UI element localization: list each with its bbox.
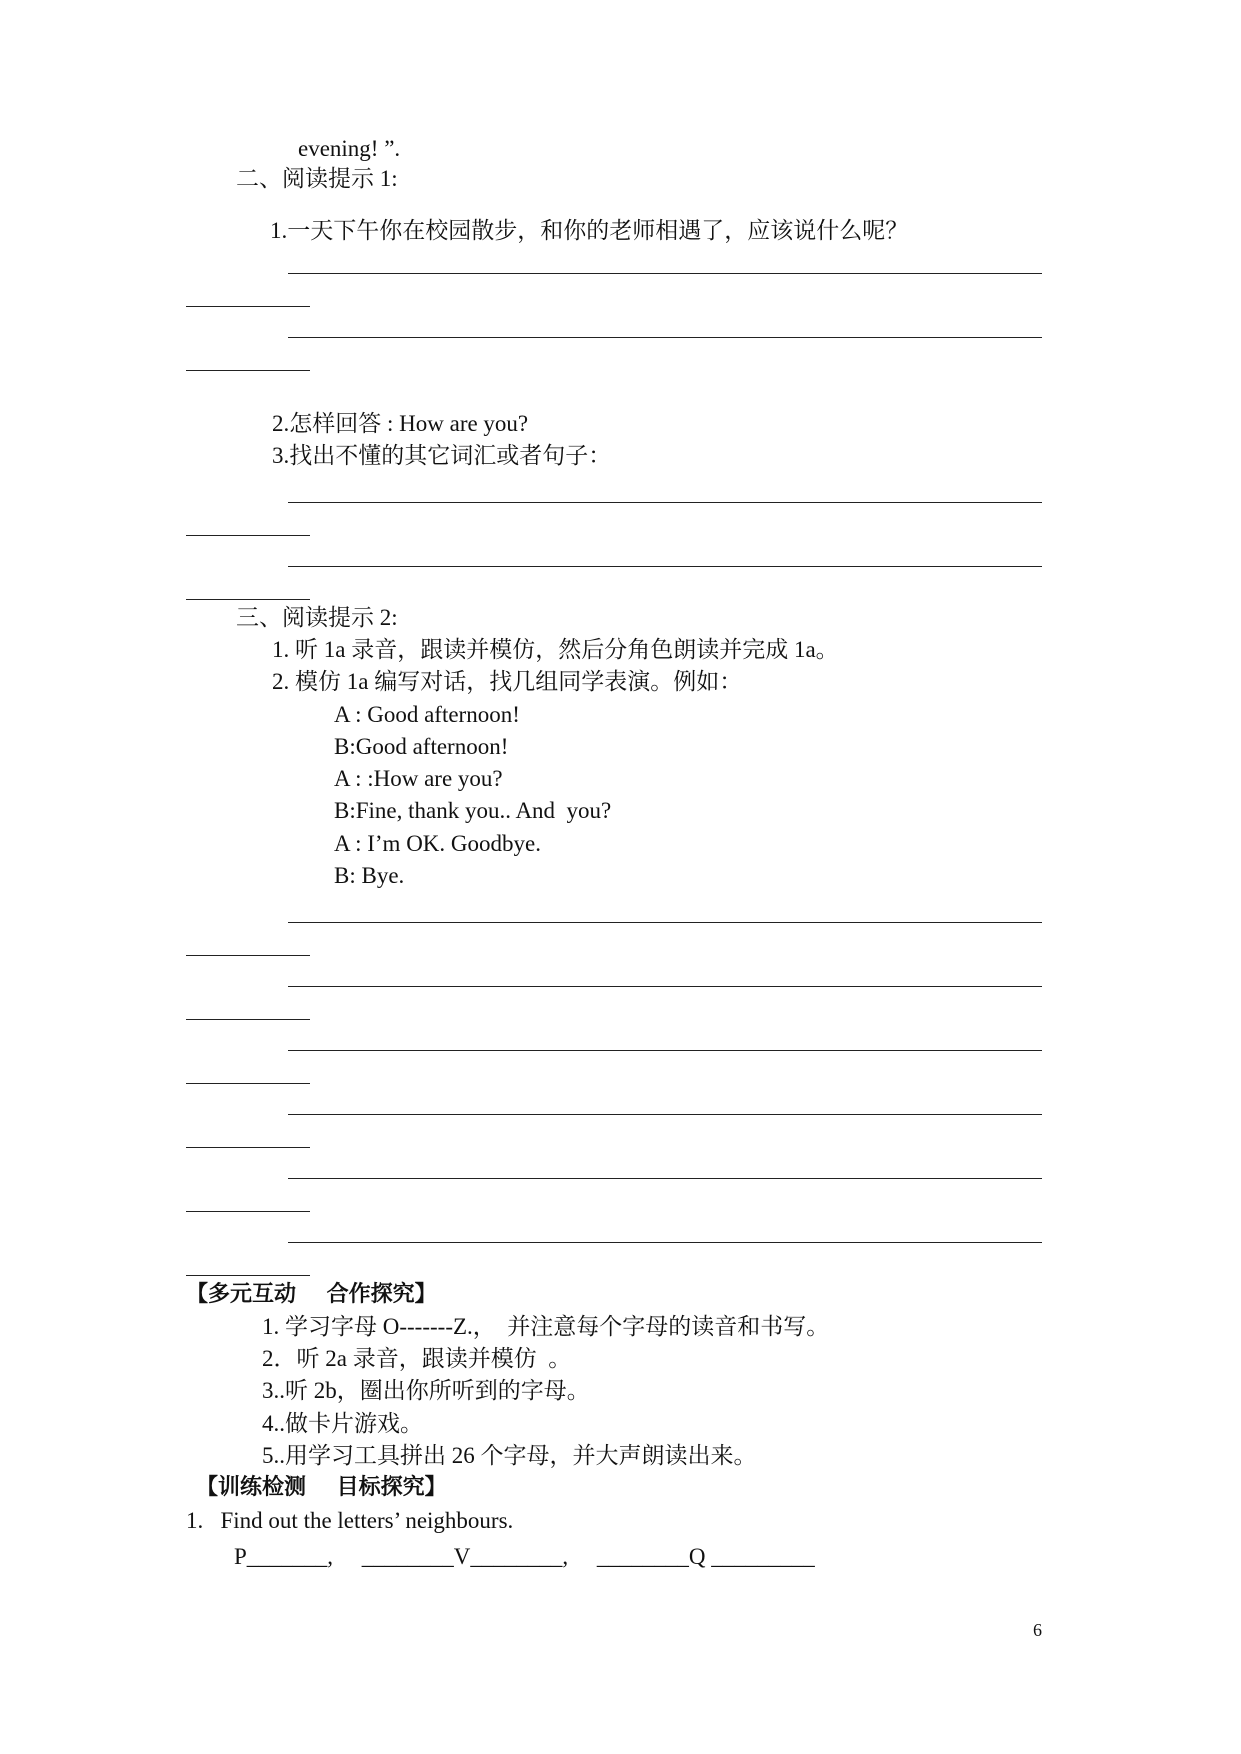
dialogue-line: A : :How are you? xyxy=(334,766,503,791)
section-title-reading-tip-1: 二、阅读提示 1: xyxy=(236,166,398,191)
answer-line xyxy=(186,306,310,307)
activity-item: 5..用学习工具拼出 26 个字母，并大声朗读出来。 xyxy=(262,1443,757,1468)
dialogue-line: B:Fine, thank you.. And you? xyxy=(334,798,612,823)
answer-line xyxy=(186,1211,310,1212)
answer-line xyxy=(288,922,1042,923)
answer-line xyxy=(186,599,310,600)
answer-line xyxy=(186,535,310,536)
dialogue-line: B:Good afternoon! xyxy=(334,734,509,759)
answer-line xyxy=(186,1147,310,1148)
answer-line xyxy=(288,1242,1042,1243)
answer-line xyxy=(186,370,310,371)
answer-line xyxy=(288,337,1042,338)
activity-item: 4..做卡片游戏。 xyxy=(262,1411,423,1436)
instruction-item-2: 2. 模仿 1a 编写对话，找几组同学表演。例如： xyxy=(272,669,743,694)
question-1: 1.一天下午你在校园散步，和你的老师相遇了，应该说什么呢？ xyxy=(270,218,909,243)
answer-line xyxy=(288,1050,1042,1051)
answer-line xyxy=(186,1275,310,1276)
answer-line xyxy=(288,273,1042,274)
exercise-question-1: 1. Find out the letters’ neighbours. xyxy=(186,1508,514,1533)
section-title-reading-tip-2: 三、阅读提示 2: xyxy=(236,605,398,630)
answer-line xyxy=(186,1083,310,1084)
page-number: 6 xyxy=(1033,1620,1042,1640)
question-2: 2.怎样回答 : How are you? xyxy=(272,411,529,436)
question-3: 3.找出不懂的其它词汇或者句子： xyxy=(272,443,612,468)
instruction-item-1: 1. 听 1a 录音，跟读并模仿，然后分角色朗读并完成 1a。 xyxy=(272,637,839,662)
activity-item: 3..听 2b，圈出你所听到的字母。 xyxy=(262,1378,590,1403)
section-title-training: 【训练检测 目标探究】 xyxy=(196,1475,447,1500)
answer-line xyxy=(288,1114,1042,1115)
answer-line xyxy=(288,566,1042,567)
fill-in-blanks: P_______, ________V________, ________Q _________ xyxy=(234,1544,815,1569)
section-title-interaction: 【多元互动 合作探究】 xyxy=(186,1282,437,1307)
answer-line xyxy=(186,1019,310,1020)
answer-line xyxy=(288,986,1042,987)
activity-item: 2．听 2a 录音，跟读并模仿 。 xyxy=(262,1346,572,1371)
dialogue-line: A : I’m OK. Goodbye. xyxy=(334,831,541,856)
answer-line xyxy=(288,502,1042,503)
answer-line xyxy=(288,1178,1042,1179)
answer-line xyxy=(186,955,310,956)
activity-item: 1. 学习字母 O-------Z.， 并注意每个字母的读音和书写。 xyxy=(262,1314,830,1339)
text-fragment: evening! ”. xyxy=(298,136,401,161)
dialogue-line: A : Good afternoon! xyxy=(334,702,520,727)
dialogue-line: B: Bye. xyxy=(334,863,405,888)
